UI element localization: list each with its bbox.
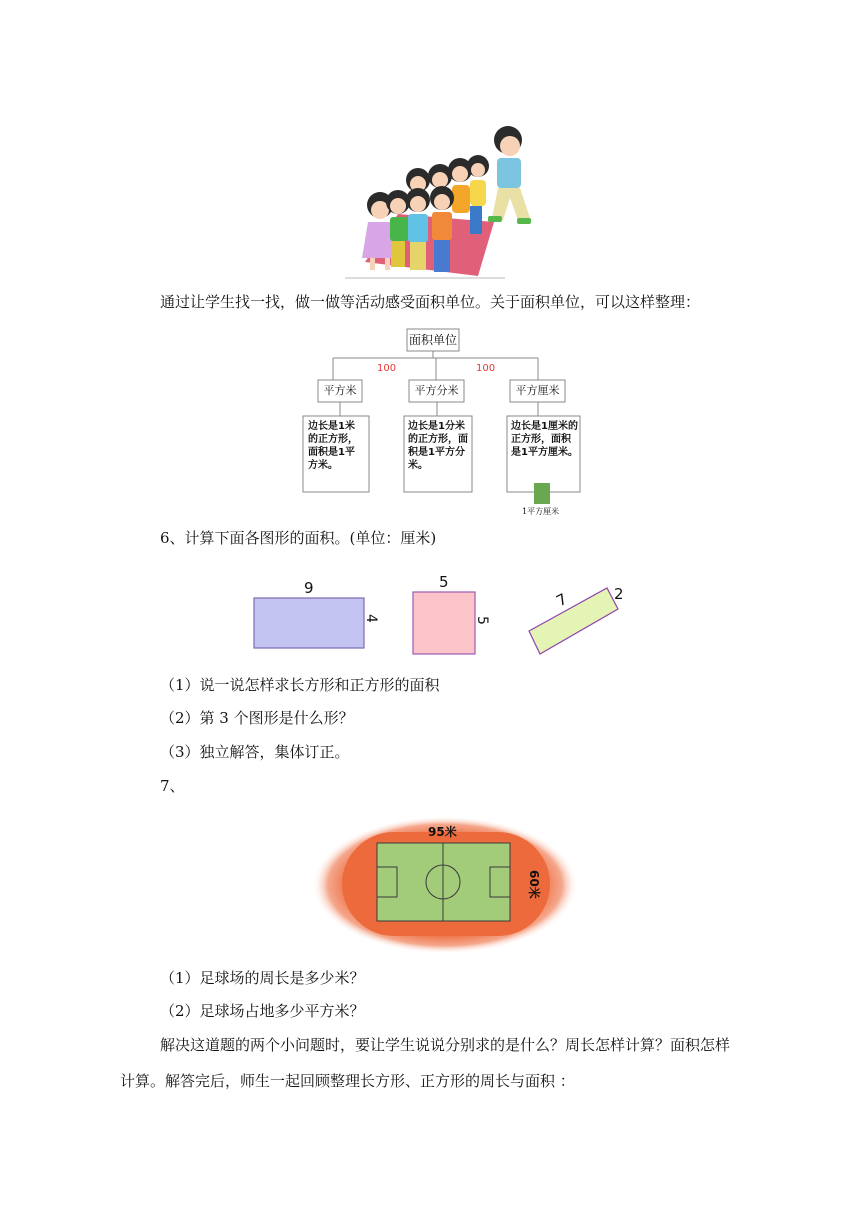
rate-right: 100 <box>476 363 496 374</box>
rate-left: 100 <box>377 363 397 374</box>
unit-square-decimeter: 平方分米 <box>414 384 459 397</box>
unit-square-meter: 平方米 <box>323 384 357 397</box>
desc-line: 边长是1分米 <box>408 421 465 432</box>
sample-label: 1平方厘米 <box>522 507 560 516</box>
q6-item-2: （2）第 3 个图形是什么形？ <box>160 709 354 727</box>
desc-line: 的正方形，面 <box>408 434 468 445</box>
unit-square-centimeter: 平方厘米 <box>515 384 560 397</box>
desc-line: 正方形，面积 <box>511 434 571 445</box>
root-node: 面积单位 <box>408 333 457 347</box>
desc-line: 的正方形， <box>308 434 358 445</box>
desc-line: 米。 <box>408 460 428 471</box>
intro-paragraph: 通过让学生找一找，做一做等活动感受面积单位。关于面积单位，可以这样整理： <box>160 293 701 311</box>
shape1-top-label: 9 <box>304 579 314 597</box>
desc-line: 边长是1米 <box>308 421 355 432</box>
closing-line-1: 解决这道题的两个小问题时，要让学生说说分别求的是什么？周长怎样计算？面积怎样 <box>160 1036 731 1054</box>
shape2-side-label: 5 <box>474 616 490 625</box>
desc-line: 方米。 <box>308 460 338 471</box>
closing-line-2: 计算。解答完后，师生一起回顾整理长方形、正方形的周长与面积 ： <box>120 1072 575 1090</box>
desc-line: 是1平方厘米。 <box>511 447 578 458</box>
q7-title: 7、 <box>160 777 185 795</box>
q6-item-3: （3）独立解答，集体订正。 <box>160 743 350 761</box>
desc-line: 面积是1平 <box>308 447 355 458</box>
shape2-top-label: 5 <box>439 573 449 591</box>
shape3-short-label: 2 <box>614 585 624 603</box>
q6-title: 6、计算下面各图形的面积。(单位：厘米) <box>160 529 437 547</box>
shape3-long-label: 7 <box>553 589 571 611</box>
desc-line: 边长是1厘米的 <box>511 421 578 432</box>
desc-line: 积是1平方分 <box>408 447 465 458</box>
q6-item-1: （1）说一说怎样求长方形和正方形的面积 <box>160 676 440 694</box>
field-length-label: 95米 <box>428 825 457 839</box>
field-width-label: 60米 <box>527 870 541 899</box>
shape1-side-label: 4 <box>363 614 379 623</box>
q7-item-1: （1）足球场的周长是多少米？ <box>160 969 365 987</box>
q7-item-2: （2）足球场占地多少平方米？ <box>160 1002 365 1020</box>
